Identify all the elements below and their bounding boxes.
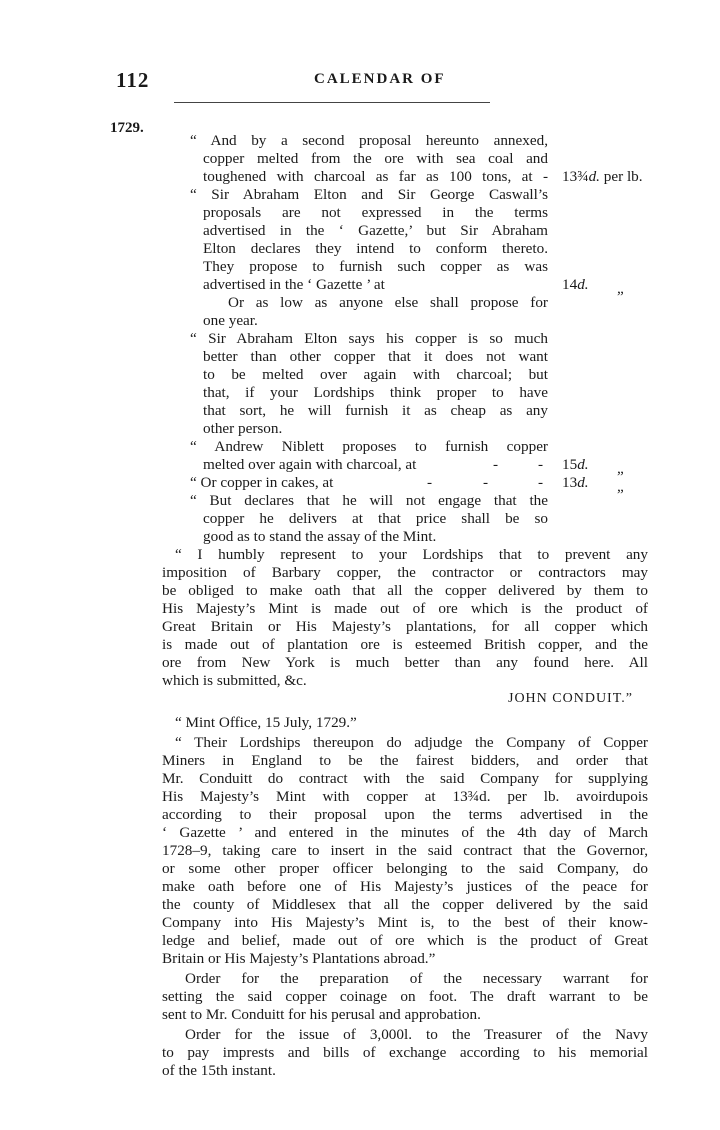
price-elton: 14d. „ xyxy=(562,276,624,297)
leader-dash: - xyxy=(427,474,433,491)
text-line: “ Sir Abraham Elton says his copper is so much xyxy=(190,330,548,347)
text-line: better than other copper that it does not want xyxy=(203,348,548,365)
header-rule xyxy=(174,102,490,103)
text-line: “ I humbly represent to your Lordships that to prevent any xyxy=(175,546,648,563)
text-line: “ Sir Abraham Elton and Sir George Caswall’s xyxy=(190,186,548,203)
leader-dash: - xyxy=(493,456,499,473)
text-line: “ But declares that he will not engage that the xyxy=(190,492,548,509)
text-line: ore from New York is much better than any found here. All xyxy=(162,654,648,671)
text-line: which is submitted, &c. xyxy=(162,672,307,689)
text-line: make oath before one of His Majesty’s justices of the peace for xyxy=(162,878,648,895)
text-line: His Majesty’s Mint with copper at 13¾d. per lb. avoirdupois xyxy=(162,788,648,805)
text-line: Mr. Conduitt do contract with the said Company for supplying xyxy=(162,770,648,787)
text-line: that sort, he will furnish it as cheap as any xyxy=(203,402,548,419)
page-header xyxy=(116,68,676,98)
text-line: proposals are not expressed in the terms xyxy=(203,204,548,221)
text-line: ‘ Gazette ’ and entered in the minutes of the 4th day of March xyxy=(162,824,648,841)
text-line: good as to stand the assay of the Mint. xyxy=(203,528,437,545)
text-line: Order for the preparation of the necessary warrant for xyxy=(185,970,648,987)
text-line: melted over again with charcoal, at xyxy=(203,456,417,473)
text-line: according to their proposal upon the terms advertised in the xyxy=(162,806,648,823)
marginal-year: 1729. xyxy=(110,120,144,136)
text-line: “ Their Lordships thereupon do adjudge the Company of Copper xyxy=(175,734,648,751)
text-line: one year. xyxy=(203,312,258,329)
text-line: His Majesty’s Mint is made out of ore which is the product of xyxy=(162,600,648,617)
text-line: Britain or His Majesty’s Plantations abroad.” xyxy=(162,950,436,967)
signature: JOHN CONDUIT.” xyxy=(508,691,633,706)
price-niblett-cakes: 13d. „ xyxy=(562,474,624,495)
text-line: of the 15th instant. xyxy=(162,1062,276,1079)
leader-dash: - xyxy=(538,456,544,473)
text-line: They propose to furnish such copper as was xyxy=(203,258,548,275)
text-line: Order for the issue of 3,000l. to the Treasurer of the Navy xyxy=(185,1026,648,1043)
text-line: toughened with charcoal as far as 100 tons, at - xyxy=(203,168,548,185)
page-number: 112 xyxy=(116,68,150,92)
text-line: advertised in the ‘ Gazette,’ but Sir Abraham xyxy=(203,222,548,239)
text-line: sent to Mr. Conduitt for his perusal and approbation. xyxy=(162,1006,481,1023)
text-line: other person. xyxy=(203,420,283,437)
text-line: Great Britain or His Majesty’s plantations, for all copper which xyxy=(162,618,648,635)
text-line: setting the said copper coinage on foot. The draft warrant to be xyxy=(162,988,648,1005)
text-line: is made out of plantation ore is esteemed British copper, and the xyxy=(162,636,648,653)
leader-dash: - xyxy=(538,474,544,491)
text-line: copper melted from the ore with sea coal and xyxy=(203,150,548,167)
text-line: Or as low as anyone else shall propose for xyxy=(228,294,548,311)
text-line: advertised in the ‘ Gazette ’ at xyxy=(203,276,385,293)
text-line: to be melted over again with charcoal; but xyxy=(203,366,548,383)
text-line: to pay imprests and bills of exchange according to his memorial xyxy=(162,1044,648,1061)
running-head: CALENDAR OF xyxy=(314,71,446,87)
dateline: “ Mint Office, 15 July, 1729.” xyxy=(175,714,357,731)
text-line: “ Or copper in cakes, at xyxy=(190,474,334,491)
text-line: 1728–9, taking care to insert in the said contract that the Governor, xyxy=(162,842,648,859)
text-line: the county of Middlesex that all the copper delivered by the said xyxy=(162,896,648,913)
text-line: ledge and belief, made out of ore which is the product of Great xyxy=(162,932,648,949)
text-line: copper he delivers at that price shall be so xyxy=(203,510,548,527)
text-line: imposition of Barbary copper, the contractor or contractors may xyxy=(162,564,648,581)
price-niblett-charcoal: 15d. „ xyxy=(562,456,624,477)
text-line: be obliged to make oath that all the copper delivered by them to xyxy=(162,582,648,599)
text-line: Miners in England to be the fairest bidders, and order that xyxy=(162,752,648,769)
text-line: that, if your Lordships think proper to have xyxy=(203,384,548,401)
leader-dash: - xyxy=(483,474,489,491)
text-line: Elton declares they intend to conform thereto. xyxy=(203,240,548,257)
text-line: Company into His Majesty’s Mint is, to the best of their know- xyxy=(162,914,648,931)
text-line: “ And by a second proposal hereunto annexed, xyxy=(190,132,548,149)
price-per-lb: 13¾d. per lb. xyxy=(562,168,643,185)
text-line: or some other proper officer belonging to the said Company, do xyxy=(162,860,648,877)
text-line: “ Andrew Niblett proposes to furnish copper xyxy=(190,438,548,455)
